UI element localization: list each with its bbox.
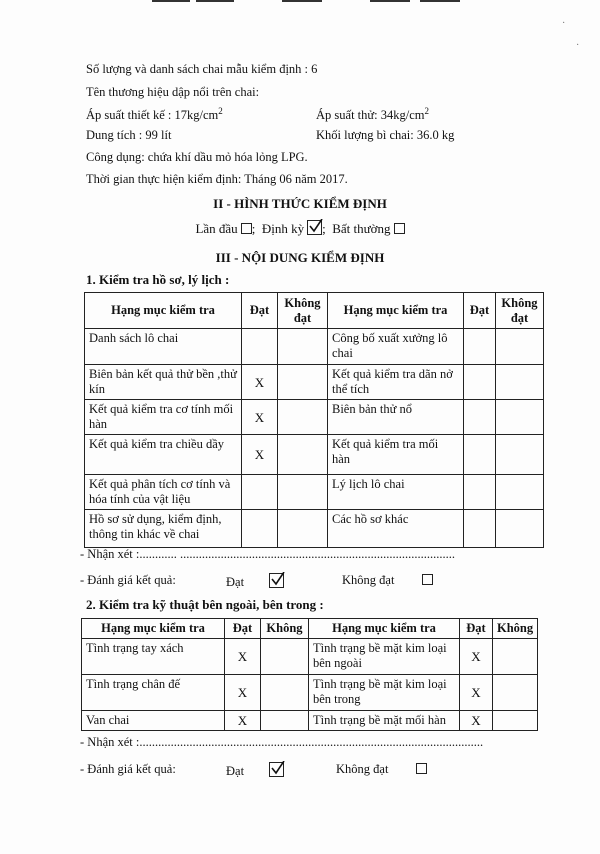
test-pressure: Áp suất thử: $34kg/cm^2$ (316, 106, 430, 123)
table-header-row (82, 619, 538, 639)
fail-cell (496, 475, 544, 510)
header-item: Hạng mục kiểm tra (309, 619, 460, 639)
top-edge-marks (0, 0, 600, 4)
fail-cell (496, 400, 544, 435)
item-cell: Tình trạng bề mặt kim loại bên trong (309, 675, 460, 711)
section-2-title: II - HÌNH THỨC KIỂM ĐỊNH (213, 196, 387, 211)
table-row (82, 711, 538, 731)
pass-cell (242, 475, 278, 510)
item-cell: Tình trạng bề mặt kim loại bên ngoài (309, 639, 460, 675)
fail-label: Không đạt (336, 762, 389, 776)
fail-cell (278, 435, 328, 475)
fail-cell (493, 675, 538, 711)
section-3-title: III - NỘI DUNG KIỂM ĐỊNH (215, 250, 385, 265)
item-cell: Kết quả kiểm tra cơ tính mối hàn (85, 400, 242, 435)
option-unusual-label: Bất thường (332, 221, 391, 236)
pass-cell (464, 400, 496, 435)
fail-cell (278, 329, 328, 365)
table-row (85, 365, 544, 400)
header-item: Hạng mục kiểm tra (85, 293, 242, 329)
scan-speck: · (562, 18, 566, 29)
item-cell: Công bố xuất xưởng lô chai (328, 329, 464, 365)
header-pass: Đạt (242, 293, 278, 329)
fail-cell (493, 711, 538, 731)
pass-cell (464, 435, 496, 475)
capacity: Dung tích : 99 lít (86, 128, 172, 142)
fail-label: Không đạt (342, 573, 395, 587)
usage-line: Công dụng: chứa khí dầu mỏ hóa lỏng LPG. (86, 150, 308, 164)
checkbox-periodic-checked[interactable] (307, 220, 322, 235)
evaluation-1 (80, 573, 395, 589)
pass-label: Đạt (226, 764, 245, 778)
fail-option (336, 762, 427, 777)
item-cell: Kết quả kiểm tra chiều dầy (85, 435, 242, 475)
brand-line: Tên thương hiệu dập nổi trên chai: (86, 85, 260, 99)
time-line: Thời gian thực hiện kiểm định: Tháng 06 năm 2017. (86, 172, 348, 186)
pass-option (226, 762, 284, 779)
checkbox-pass-checked[interactable] (269, 573, 284, 588)
option-periodic-label: Định kỳ (261, 221, 305, 236)
pass-cell (242, 329, 278, 365)
check-2-title: 2. Kiểm tra kỹ thuật bên ngoài, bên trong : (86, 597, 324, 612)
fail-option (342, 573, 433, 588)
pass-cell: X (242, 365, 278, 400)
item-cell: Hồ sơ sử dụng, kiểm định, thông tin khác về chai (85, 510, 242, 548)
table-row (85, 475, 544, 510)
table-row (85, 329, 544, 365)
fail-cell (278, 510, 328, 548)
item-cell: Danh sách lô chai (85, 329, 242, 365)
item-cell: Tình trạng chân đế (82, 675, 225, 711)
header-pass: Đạt (225, 619, 261, 639)
item-cell: Tình trạng tay xách (82, 639, 225, 675)
pass-cell: X (225, 675, 261, 711)
pass-cell: X (225, 711, 261, 731)
fail-cell (278, 365, 328, 400)
design-pressure: Áp suất thiết kế : $17kg/cm^2$ (86, 106, 223, 123)
table-row (85, 510, 544, 548)
fail-cell (496, 510, 544, 548)
fail-cell (496, 329, 544, 365)
fail-cell (261, 639, 309, 675)
capacity-line (86, 128, 455, 143)
scan-speck: · (576, 40, 580, 51)
table-row (85, 400, 544, 435)
pass-label: Đạt (226, 575, 245, 589)
evaluation-label: - Đánh giá kết quả: (80, 762, 176, 776)
technical-check-table (81, 618, 538, 731)
pass-cell: X (460, 639, 493, 675)
item-cell: Lý lịch lô chai (328, 475, 464, 510)
checkbox-first-time[interactable] (241, 223, 252, 234)
fail-cell (496, 365, 544, 400)
header-item: Hạng mục kiểm tra (328, 293, 464, 329)
pass-cell (464, 365, 496, 400)
evaluation-label: - Đánh giá kết quả: (80, 573, 176, 587)
table-row (82, 639, 538, 675)
records-check-table (84, 292, 544, 548)
checkbox-pass-checked[interactable] (269, 762, 284, 777)
separator: ; (322, 221, 326, 236)
header-pass: Đạt (460, 619, 493, 639)
fail-cell (278, 400, 328, 435)
pass-option (226, 573, 284, 590)
check-1-title: 1. Kiểm tra hồ sơ, lý lịch : (86, 272, 230, 287)
item-cell: Các hồ sơ khác (328, 510, 464, 548)
checkbox-fail[interactable] (416, 763, 427, 774)
fail-cell (261, 711, 309, 731)
checkbox-fail[interactable] (422, 574, 433, 585)
pass-cell: X (460, 675, 493, 711)
header-fail: Không đạt (278, 293, 328, 329)
remark-2: - Nhận xét :.............................................................................................................. (80, 735, 484, 749)
item-cell: Biên bản kết quả thử bền ,thử kín (85, 365, 242, 400)
item-cell: Biên bản thử nổ (328, 400, 464, 435)
pass-cell: X (460, 711, 493, 731)
header-fail: Không (261, 619, 309, 639)
header-fail: Không đạt (496, 293, 544, 329)
fail-cell (278, 475, 328, 510)
pass-cell: X (242, 400, 278, 435)
tare-weight: Khối lượng bì chai: 36.0 kg (316, 128, 455, 142)
fail-cell (261, 675, 309, 711)
header-item: Hạng mục kiểm tra (82, 619, 225, 639)
fail-cell (493, 639, 538, 675)
pass-cell (242, 510, 278, 548)
pass-cell (464, 510, 496, 548)
pass-cell (464, 475, 496, 510)
checkbox-unusual[interactable] (394, 223, 405, 234)
table-row (85, 435, 544, 475)
sample-count-line: Số lượng và danh sách chai mẫu kiểm định : 6 (86, 62, 318, 76)
item-cell: Van chai (82, 711, 225, 731)
item-cell: Kết quả phân tích cơ tính và hóa tính của vật liệu (85, 475, 242, 510)
item-cell: Kết quả kiểm tra dãn nở thể tích (328, 365, 464, 400)
remark-1: - Nhận xét :............ ........................................................................................ (80, 547, 455, 561)
table-row (82, 675, 538, 711)
fail-cell (496, 435, 544, 475)
pressure-line (86, 106, 430, 123)
pass-cell: X (225, 639, 261, 675)
item-cell: Kết quả kiểm tra mối hàn (328, 435, 464, 475)
header-pass: Đạt (464, 293, 496, 329)
pass-cell (464, 329, 496, 365)
inspection-type-options (0, 220, 600, 237)
separator: ; (251, 221, 256, 236)
evaluation-2 (80, 762, 389, 778)
header-fail: Không (493, 619, 538, 639)
option-first-label: Lần đầu (195, 221, 238, 236)
pass-cell: X (242, 435, 278, 475)
table-header-row (85, 293, 544, 329)
item-cell: Tình trạng bề mặt mối hàn (309, 711, 460, 731)
